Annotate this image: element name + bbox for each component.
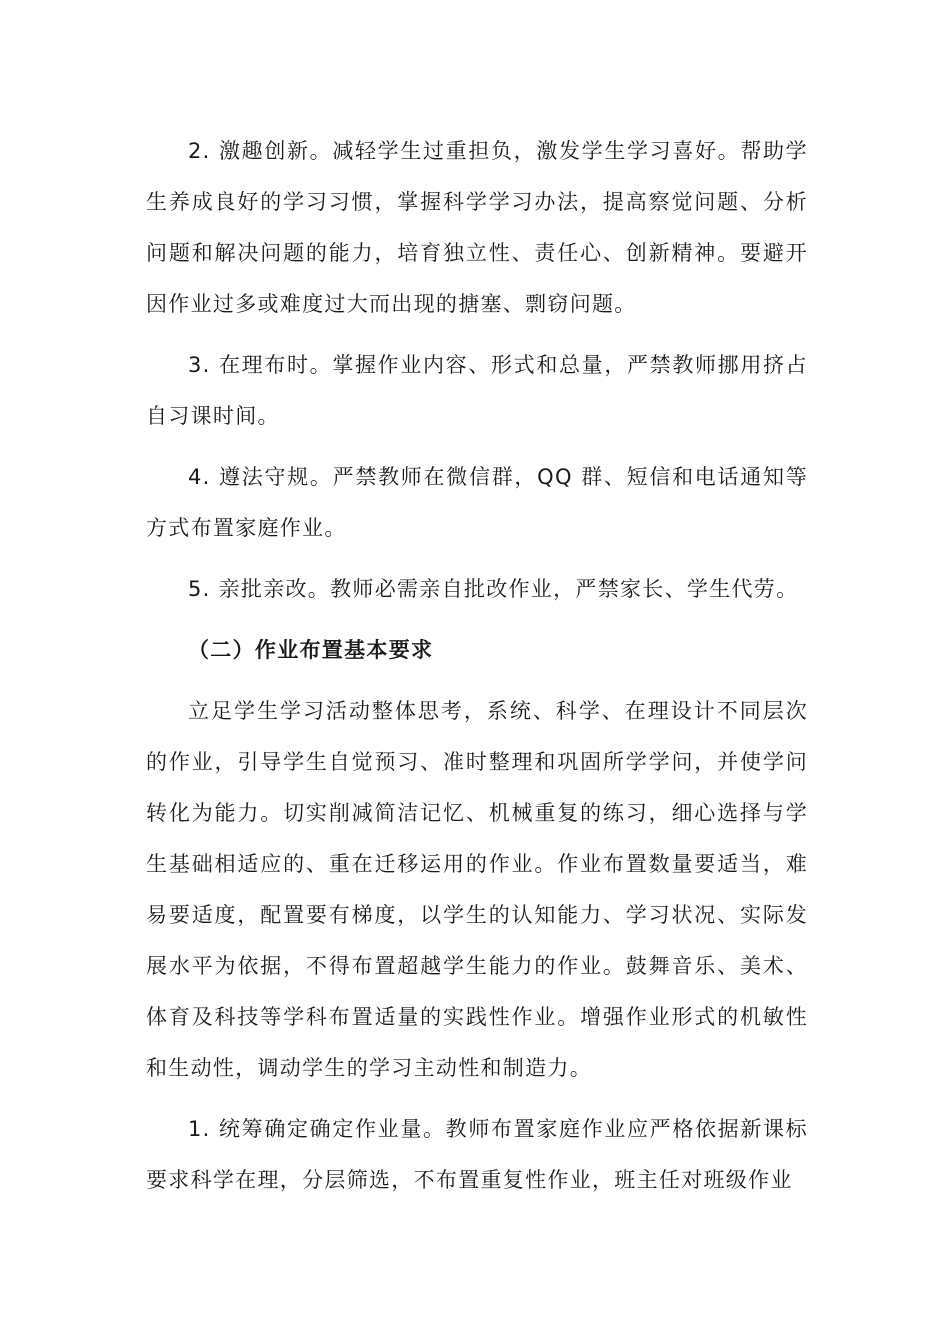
paragraph-item-5: 5. 亲批亲改。教师必需亲自批改作业，严禁家长、学生代劳。 — [188, 577, 799, 601]
paragraph-gap — [146, 1094, 808, 1104]
section-intro-paragraph: 立足学生学习活动整体思考，系统、科学、在理设计不同层次的作业，引导学生自觉预习、准时整理和巩固所学学问，并使学问转化为能力。切实削减简洁记忆、机械重复的练习，细心选择与学生基础相适应的、重在迁移运用的作业。作业布置数量要适当，难易要适度，配置要有梯度，以学生的认知能力、学习状况、实际发展水平为依据，不得布置超越学生能力的作业。鼓舞音乐、美术、体育及科技等学科布置适量的实践性作业。增强作业形式的机敏性和生动性，调动学生的学习主动性和制造力。 — [146, 699, 808, 1080]
paragraph-gap — [146, 330, 808, 340]
paragraph-item-3: 3. 在理布时。掌握作业内容、形式和总量，严禁教师挪用挤占自习课时间。 — [146, 353, 808, 428]
paragraph-gap — [146, 554, 808, 564]
paragraph-gap — [146, 615, 808, 625]
paragraph-item-2: 2. 激趣创新。减轻学生过重担负，激发学生学习喜好。帮助学生养成良好的学习习惯，掌握科学学习办法，提高察觉问题、分析问题和解决问题的能力，培育独立性、责任心、创新精神。要避开因作业过多或难度过大而出现的搪塞、剽窃问题。 — [146, 139, 808, 316]
paragraph-item-4: 4. 遵法守规。严禁教师在微信群，QQ 群、短信和电话通知等方式布置家庭作业。 — [146, 465, 808, 540]
section-heading: （二）作业布置基本要求 — [188, 638, 434, 662]
section-item-1: 1. 统筹确定确定作业量。教师布置家庭作业应严格依据新课标要求科学在理，分层筛选，不布置重复性作业，班主任对班级作业 — [146, 1117, 808, 1192]
paragraph-gap — [146, 676, 808, 686]
document-body — [146, 126, 808, 1206]
paragraph-gap — [146, 442, 808, 452]
